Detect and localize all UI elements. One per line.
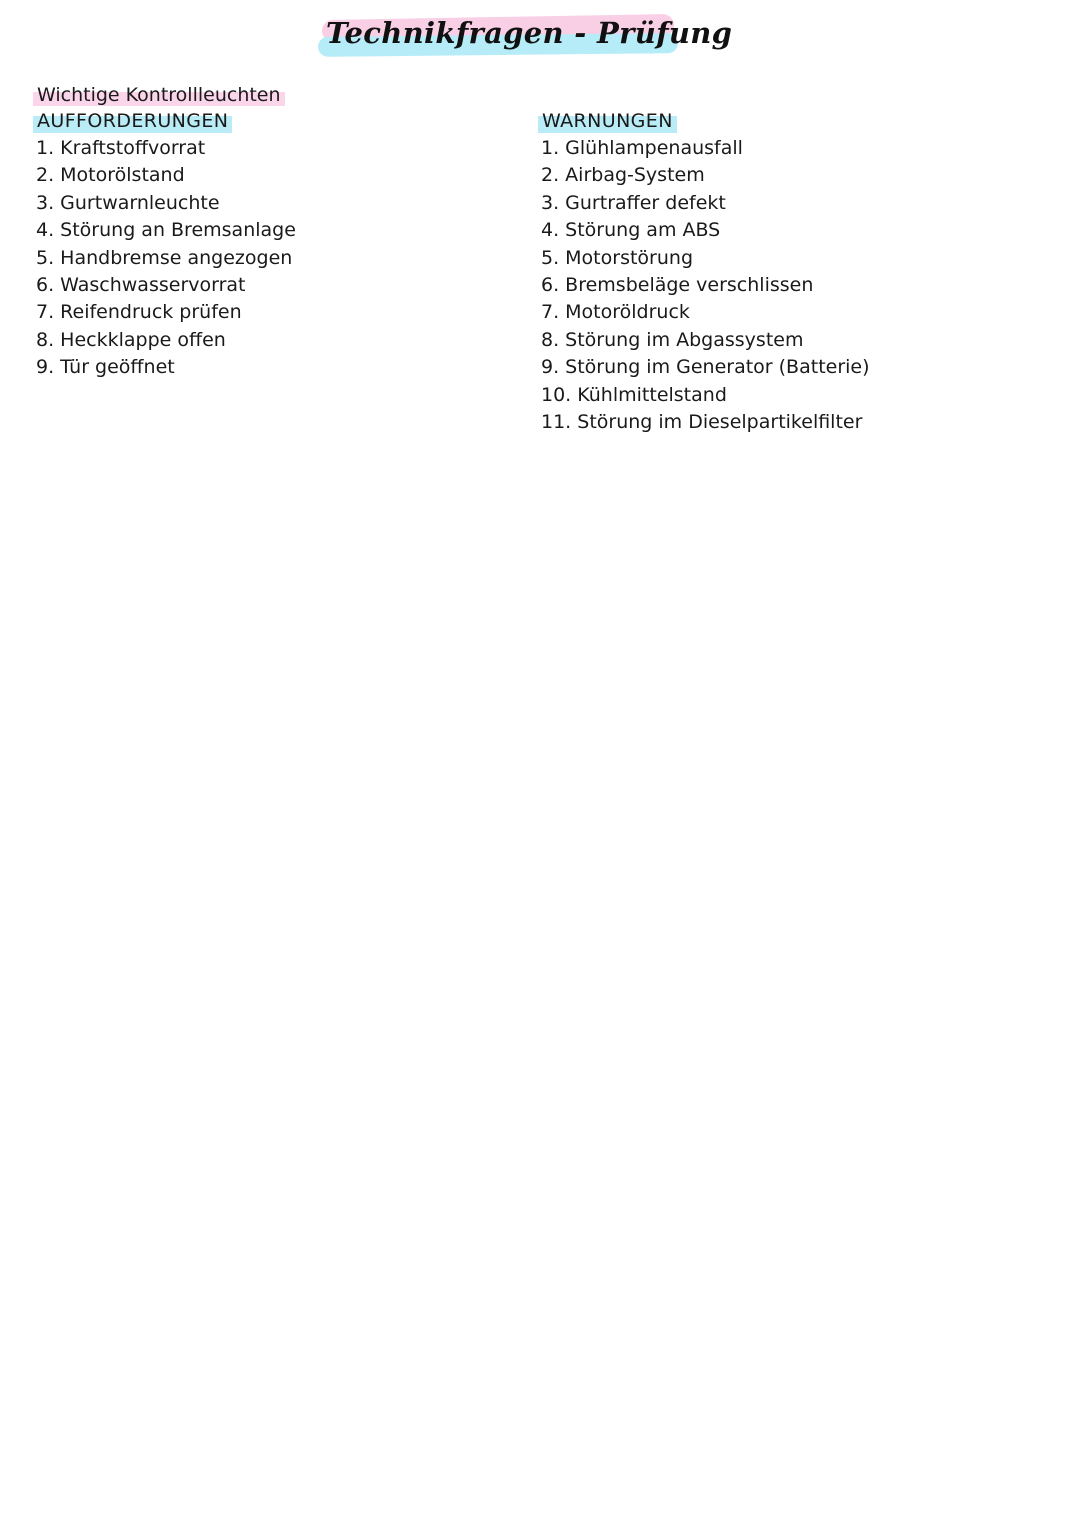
warnings-heading: WARNUNGEN xyxy=(538,108,677,135)
list-item: 2. Motorölstand xyxy=(36,164,185,187)
list-item: 4. Störung am ABS xyxy=(541,219,721,242)
list-item: 2. Airbag-System xyxy=(541,164,705,187)
list-item: 11. Störung im Dieselpartikelfilter xyxy=(541,411,863,434)
warnings-list xyxy=(538,135,870,436)
list-item: 6. Bremsbeläge verschlissen xyxy=(541,274,814,297)
requests-heading: AUFFORDERUNGEN xyxy=(33,108,232,135)
list-item: 6. Waschwasservorrat xyxy=(36,274,246,297)
list-item: 7. Reifendruck prüfen xyxy=(36,301,242,324)
list-item: 1. Glühlampenausfall xyxy=(541,137,743,159)
requests-list xyxy=(33,135,296,382)
list-item: 9. Tür geöffnet xyxy=(36,356,175,379)
list-item: 3. Gurtwarnleuchte xyxy=(36,191,220,214)
list-item: 8. Heckklappe offen xyxy=(36,328,226,351)
warnings-column xyxy=(538,108,870,436)
section-subtitle: Wichtige Kontrollleuchten xyxy=(33,82,285,108)
list-item: 7. Motoröldruck xyxy=(541,301,690,324)
list-item: 1. Kraftstoffvorrat xyxy=(36,137,206,159)
list-item: 3. Gurtraffer defekt xyxy=(541,191,726,214)
list-item: 10. Kühlmittelstand xyxy=(541,383,727,406)
list-item: 4. Störung an Bremsanlage xyxy=(36,219,296,242)
list-item: 9. Störung im Generator (Batterie) xyxy=(541,356,870,379)
page-title: Technikfragen - Prüfung xyxy=(326,16,733,50)
page-title-block xyxy=(318,14,733,60)
list-item: 8. Störung im Abgassystem xyxy=(541,328,804,351)
list-item: 5. Handbremse angezogen xyxy=(36,246,293,269)
requests-column xyxy=(33,108,296,382)
list-item: 5. Motorstörung xyxy=(541,246,693,269)
